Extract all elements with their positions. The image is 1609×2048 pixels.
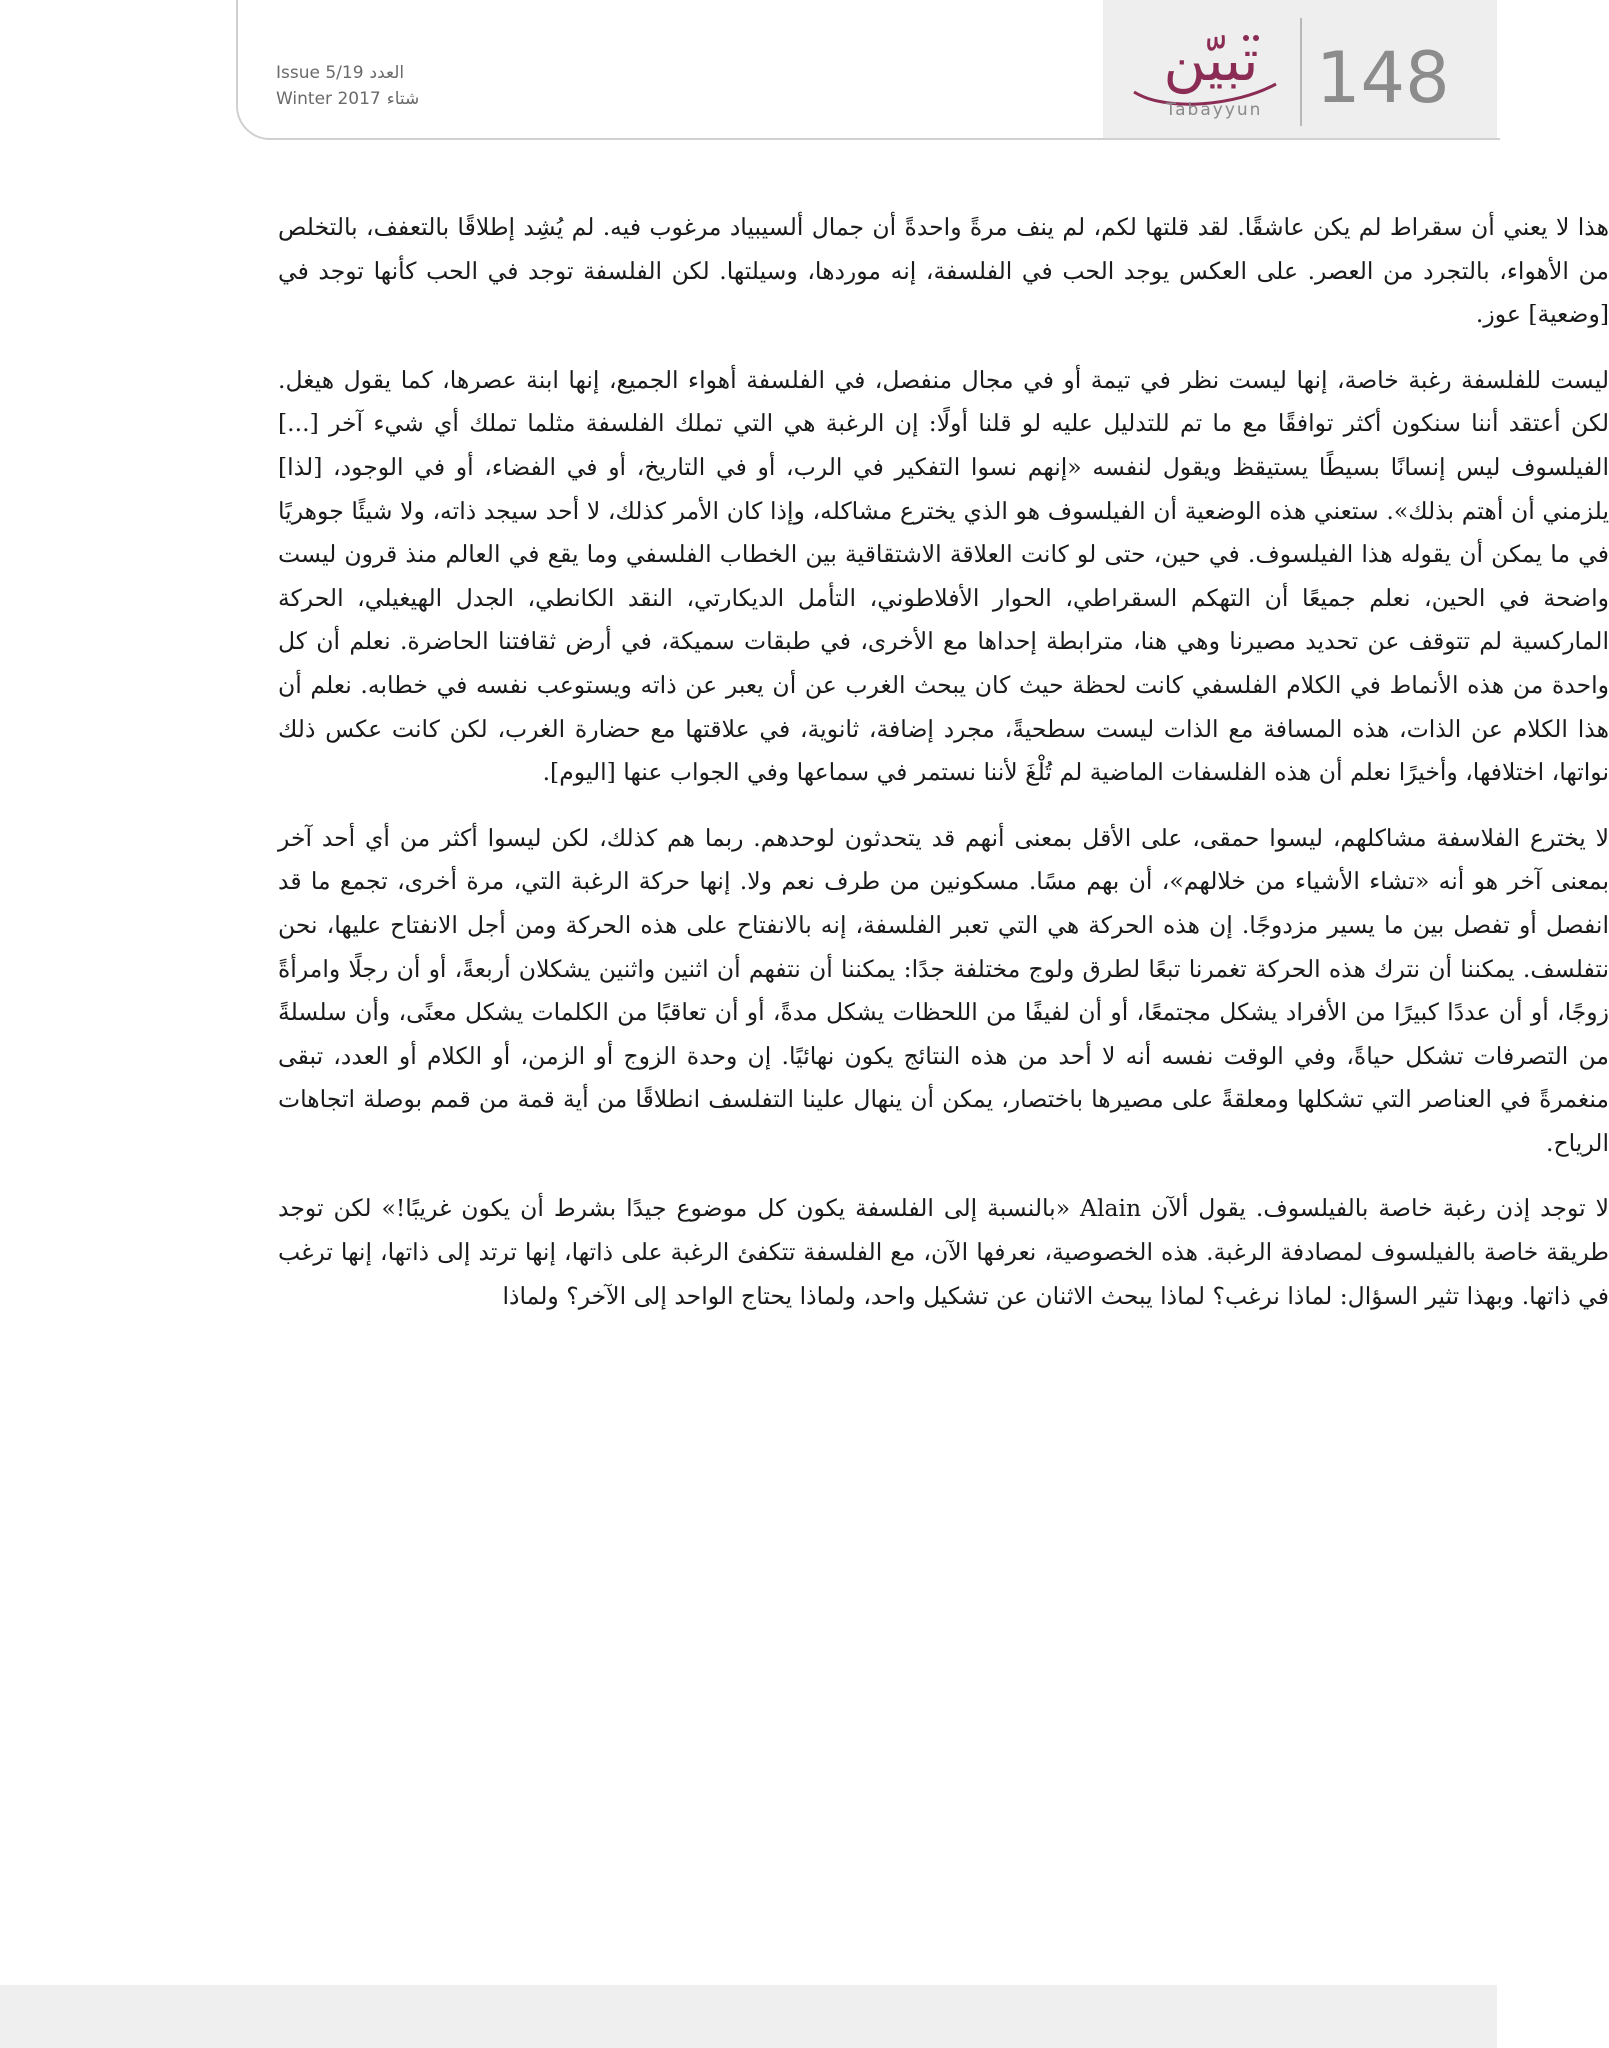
page-number: 148 (1316, 37, 1450, 119)
paragraph-4: لا توجد إذن رغبة خاصة بالفيلسوف. يقول ألآن Alain «بالنسبة إلى الفلسفة يكون كل موضوع جيدًا بشرط أن يكون غريبًا!» لكن توجد طريقة خاصة بالفيلسوف لمصادفة الرغبة. هذه الخصوصية، نعرفها الآن، مع الفلسفة تتكفئ الرغبة على ذاتها، إنها ترتد إلى ذاتها، إنها ترغب في ذاتها. وبهذا تثير السؤال: لماذا نرغب؟ لماذا يبحث الاثنان عن تشكيل واحد، ولماذا يحتاج الواحد إلى الآخر؟ ولماذا (278, 1194, 1609, 1310)
paragraph-2: ليست للفلسفة رغبة خاصة، إنها ليست نظر في تيمة أو في مجال منفصل، في الفلسفة أهواء الجميع، إنها ابنة عصرها، كما يقول هيغل. لكن أعتقد أننا سنكون أكثر توافقًا مع ما تم للتدليل عليه لو قلنا أولًا: إن الرغبة هي التي تملك الفلسفة مثلما تملك أي شيء آخر [...] الفيلسوف ليس إنسانًا بسيطًا يستيقظ ويقول لنفسه «إنهم نسوا التفكير في الرب، أو في التاريخ، أو في الفضاء، أو في الوجود، [لذا] يلزمني أن أهتم بذلك». ستعني هذه الوضعية أن الفيلسوف هو الذي يخترع مشاكله، وإذا كان الأمر كذلك، لا أحد سيجد ذاته، ولا شيئًا جوهريًا في ما يمكن أن يقوله هذا الفيلسوف. في حين، حتى لو كانت العلاقة الاشتقاقية بين الخطاب الفلسفي وما يقع في العالم منذ قرون ليست واضحة في الحين، نعلم جميعًا أن التهكم السقراطي، الحوار الأفلاطوني، التأمل الديكارتي، النقد الكانطي، الجدل الهيغيلي، الحركة الماركسية لم تتوقف عن تحديد مصيرنا وهي هنا، مترابطة إحداها مع الأخرى، في طبقات سميكة، في أرض ثقافتنا الحاضرة. نعلم أن كل واحدة من هذه الأنماط في الكلام الفلسفي كانت لحظة حيث كان يبحث الغرب عن أن يعبر عن ذاته ويستوعب نفسه في خطابه. نعلم أن هذا الكلام عن الذات، هذه المسافة مع الذات ليست سطحيةً، مجرد إضافة، ثانوية، في علاقتها مع حضارة الغرب، لكن كانت عكس ذلك نواتها، اختلافها، وأخيرًا نعلم أن هذه الفلسفات الماضية لم تُلْغَ لأننا نستمر في سماعها وفي الجواب عنها [اليوم]. (278, 365, 1609, 787)
issue-label-en: Issue 5/19 (276, 63, 364, 83)
issue-label-ar: العدد (369, 63, 405, 83)
season-en: Winter 2017 (276, 89, 381, 109)
paragraph-1: هذا لا يعني أن سقراط لم يكن عاشقًا. لقد قلتها لكم، لم ينف مرةً واحدةً أن جمال ألسيبياد مرغوب فيه. لم يُشِد إطلاقًا بالتعفف، بالتخلص من الأهواء، بالتجرد من العصر. على العكس يوجد الحب في الفلسفة، إنه موردها، وسيلتها. لكن الفلسفة توجد في الحب كأنها توجد في [وضعية] عوز. (278, 213, 1609, 329)
season-ar: شتاء (386, 89, 420, 109)
article-body (278, 206, 1609, 1340)
page-number-divider (1300, 18, 1302, 126)
footer-band (0, 1985, 1497, 2048)
logo-latin: Tabayyun (1165, 100, 1263, 120)
paragraph-3: لا يخترع الفلاسفة مشاكلهم، ليسوا حمقى، على الأقل بمعنى أنهم قد يتحدثون لوحدهم. ربما هم كذلك، لكن ليسوا أكثر من أي أحد آخر بمعنى آخر هو أنه «تشاء الأشياء من خلالهم»، أن بهم مسًا. مسكونين من طرف نعم ولا. إنها حركة الرغبة التي، مرة أخرى، تجمع ما قد انفصل أو تفصل بين ما يسير مزدوجًا. إن هذه الحركة هي التي تعبر الفلسفة، إنه بالانفتاح على هذه الحركة ومن أجل الانفتاح عليها، نحن نتفلسف. يمكننا أن نترك هذه الحركة تغمرنا تبعًا لطرق ولوج مختلفة جدًا: يمكننا أن نتفهم أن اثنين واثنين يشكلان أربعةً، أو أن رجلًا وامرأةً زوجًا، أو أن عددًا كبيرًا من الأفراد يشكل مجتمعًا، أو أن لفيفًا من اللحظات يشكل مدةً، أو أن تعاقبًا من الكلمات يشكل معنًى، وأن سلسلةً من التصرفات تشكل حياةً، وفي الوقت نفسه أنه لا أحد من هذه النتائج يكون نهائيًا. إن وحدة الزوج أو الزمن، أو الكلام أو العدد، تبقى منغمرةً في العناصر التي تشكلها ومعلقةً على مصيرها باختصار، يمكن أن ينهال علينا التفلسف انطلاقًا من أية قمة من قمم بوصلة اتجاهات الرياح. (278, 823, 1609, 1157)
logo-arabic: تبيّن (1163, 26, 1259, 94)
journal-logo (1126, 26, 1296, 130)
issue-info (276, 60, 456, 112)
